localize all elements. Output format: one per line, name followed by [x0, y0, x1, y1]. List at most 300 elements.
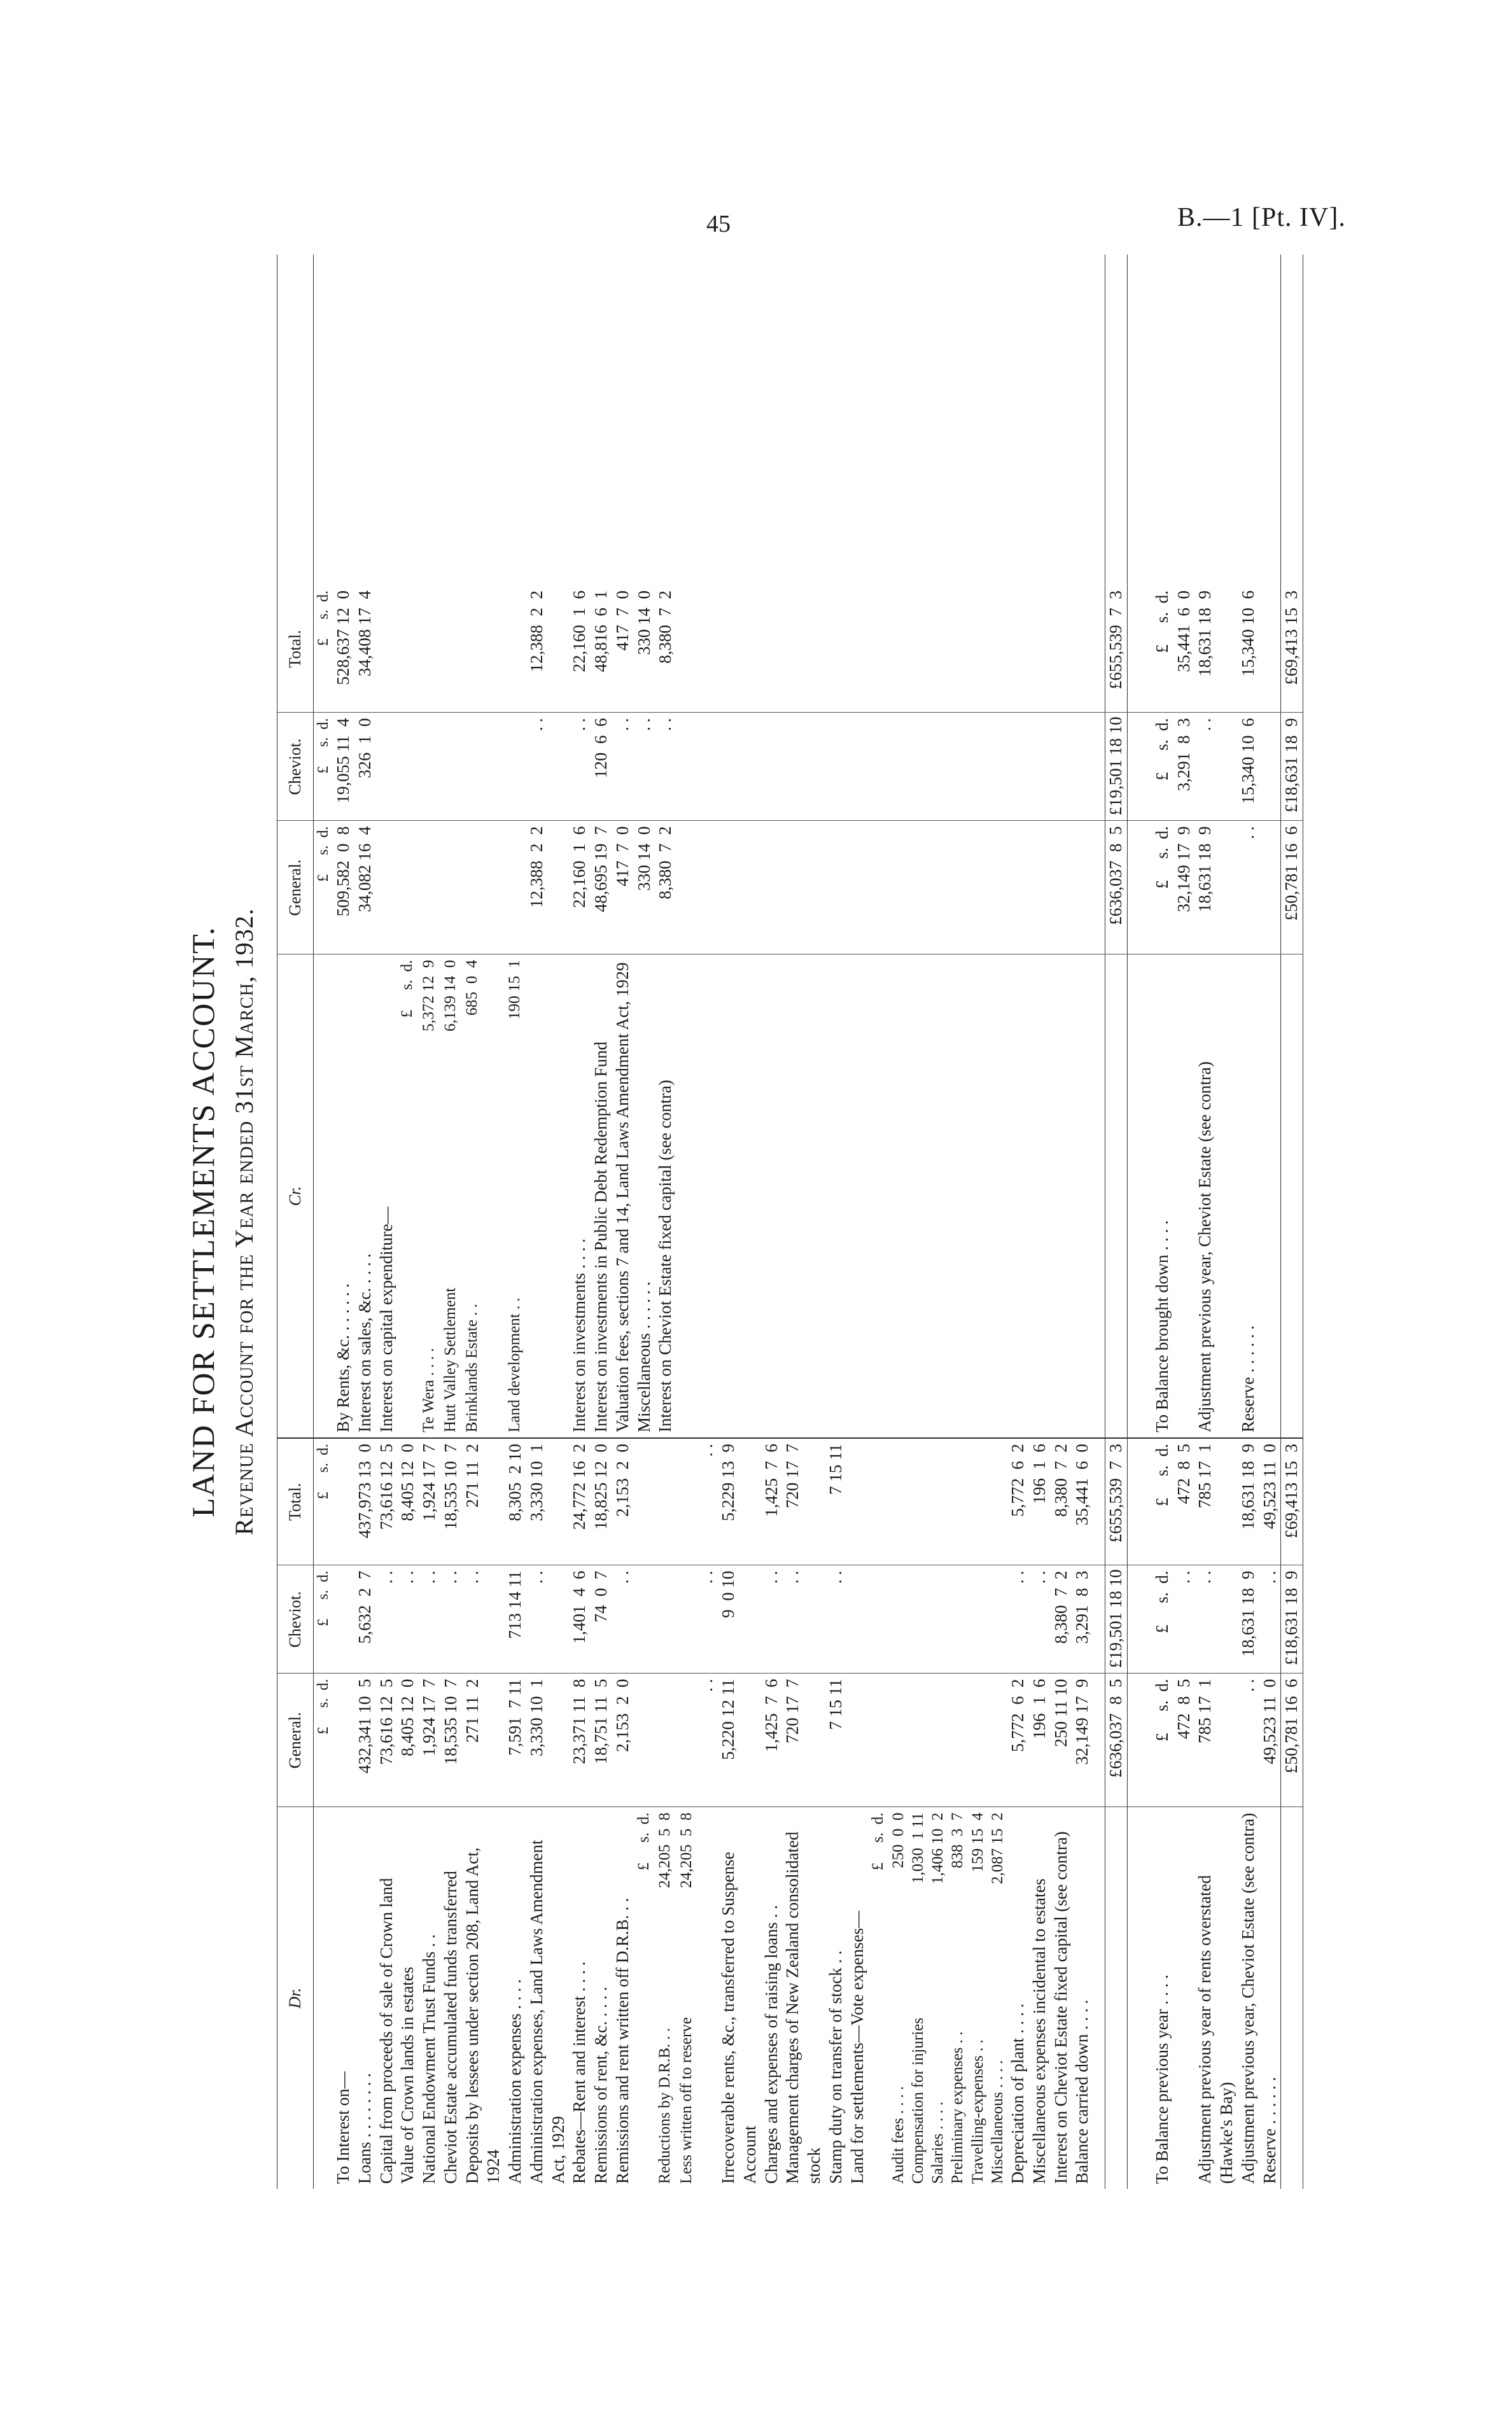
- empty-cell: [655, 1674, 676, 1807]
- empty-cell: [1259, 821, 1281, 954]
- spacer-cell: [612, 255, 634, 585]
- total-amount: 785 17 1: [1194, 1438, 1238, 1565]
- total-label: [1105, 1807, 1128, 2189]
- spacer-cell: [1281, 255, 1303, 585]
- general-amount: 5,220 12 11: [718, 1674, 761, 1807]
- general-amount: 32,149 17 9: [1072, 1674, 1093, 1807]
- sub-item-amount: 1,030 1 11: [909, 1812, 927, 1884]
- total-row: [1281, 255, 1303, 2189]
- header-cheviot-cr: Cheviot.: [277, 713, 314, 821]
- ledger-row: [1259, 255, 1281, 2189]
- empty-cell: [847, 821, 869, 954]
- cheviot-amount: 3,291 8 3: [1072, 1565, 1093, 1674]
- general-amount: £ s. d. 472 8 5: [1152, 1674, 1195, 1807]
- spacer-row: [1093, 255, 1105, 2189]
- empty-cell: [888, 1674, 908, 1807]
- ledger-row: [419, 255, 440, 2189]
- cheviot-total: £19,501 18 10: [1105, 713, 1128, 821]
- empty-cell: [948, 821, 967, 954]
- general-amount: 1,425 7 6: [761, 1674, 783, 1807]
- empty-cell: [1051, 713, 1072, 821]
- cheviot-amount: 15,340 10 6: [1238, 713, 1259, 821]
- empty-cell: [928, 713, 948, 821]
- ledger-row: [868, 255, 888, 2189]
- line-label: Land for settlements—Vote expenses—: [847, 1910, 867, 2184]
- general-amount: [376, 821, 398, 954]
- empty-cell: [1127, 1807, 1152, 2189]
- cheviot-amount: . .: [1029, 1565, 1051, 1674]
- spacer-cell: [591, 255, 612, 585]
- empty-cell: [782, 585, 825, 713]
- cheviot-amount: 713 14 11: [505, 1565, 526, 1674]
- sub-item-amount: 838 3 7: [949, 1812, 967, 1868]
- ledger-row: [928, 255, 948, 2189]
- empty-cell: [908, 1674, 928, 1807]
- total-amount: £ s. d. 472 8 5: [1152, 1438, 1195, 1565]
- line-label: Balance carried down . . . .: [1072, 1999, 1092, 2184]
- ledger-row: [634, 255, 655, 2189]
- empty-cell: [782, 713, 825, 821]
- ledger-row: [676, 255, 696, 2189]
- empty-cell: [988, 713, 1007, 821]
- sub-item-amount: 6,139 14 0: [441, 960, 459, 1031]
- total-amount: 7 15 11: [825, 1438, 847, 1565]
- cheviot-amount: [376, 713, 398, 821]
- general-amount: 271 11 2: [462, 1674, 505, 1807]
- spacer-cell: [1105, 255, 1128, 585]
- ledger-row: [825, 255, 847, 2189]
- general-amount: 720 17 7: [782, 1674, 825, 1807]
- empty-cell: [1127, 585, 1152, 713]
- ledger-row: [1029, 255, 1051, 2189]
- line-label: To Balance previous year . . . .: [1152, 1974, 1172, 2184]
- empty-cell: [847, 713, 869, 821]
- cheviot-amount: . .: [1194, 1565, 1238, 1674]
- general-amount: 785 17 1: [1194, 1674, 1238, 1807]
- header-cr: Cr.: [277, 954, 314, 1438]
- cheviot-amount: . .: [612, 1565, 634, 1674]
- sub-item-amount: £ s. d.: [398, 960, 416, 1018]
- empty-cell: [1093, 954, 1105, 1438]
- cheviot-amount: [333, 1565, 354, 1674]
- spacer-cell: [354, 255, 376, 585]
- line-label: Remissions of rent, &c. . . . .: [591, 1987, 610, 2184]
- cheviot-total: £18,631 18 9: [1281, 1565, 1303, 1674]
- line-label: Administration expenses, Land Laws Amendment Act, 1929: [526, 1840, 568, 2184]
- empty-cell: [968, 713, 988, 821]
- empty-cell: [888, 1565, 908, 1674]
- spacer-cell: [634, 255, 655, 585]
- line-label: Rebates—Rent and interest . . . .: [570, 1961, 589, 2184]
- empty-cell: [968, 1438, 988, 1565]
- cheviot-amount: 120 6 6: [591, 713, 612, 821]
- cheviot-amount: £ s. d. 3,291 8 3: [1152, 713, 1195, 821]
- lsd-label: £ s. d.: [314, 1438, 333, 1565]
- empty-cell: [908, 954, 928, 1438]
- total-amount: 18,631 18 9: [1238, 1438, 1259, 1565]
- lsd-row: [314, 255, 333, 2189]
- total-amount: 1,425 7 6: [761, 1438, 783, 1565]
- sub-item: [440, 954, 462, 1438]
- general-amount: 18,631 18 9: [1194, 821, 1238, 954]
- spacer-cell: [928, 255, 948, 585]
- general-amount: 509,582 0 8: [333, 821, 354, 954]
- total-row: [1105, 255, 1128, 2189]
- empty-cell: [1127, 1565, 1152, 1674]
- empty-cell: [968, 821, 988, 954]
- ledger-row: [1007, 255, 1029, 2189]
- empty-cell: [655, 1438, 676, 1565]
- empty-cell: [676, 1565, 696, 1674]
- cheviot-amount: . .: [376, 1565, 398, 1674]
- sub-item: [948, 1807, 967, 2189]
- empty-cell: [888, 713, 908, 821]
- lsd-label: £ s. d.: [314, 821, 333, 954]
- empty-cell: [948, 1438, 967, 1565]
- total-amount: 35,441 6 0: [1072, 1438, 1093, 1565]
- general-total: £636,037 8 5: [1105, 821, 1128, 954]
- cheviot-amount: . .: [1259, 1565, 1281, 1674]
- total-amount: 720 17 7: [782, 1438, 825, 1565]
- sub-item: [655, 1807, 676, 2189]
- grand-total: £69,413 15 3: [1281, 585, 1303, 713]
- general-amount: 8,380 7 2: [655, 821, 676, 954]
- spacer-cell: [505, 255, 526, 585]
- total-amount: 22,160 1 6: [569, 585, 591, 713]
- general-amount: 8,405 12 0: [397, 1674, 419, 1807]
- subtotal-label: [696, 1807, 718, 2189]
- empty-cell: [1093, 713, 1105, 821]
- sub-column-header: [634, 1807, 655, 2189]
- sub-item-label: Salaries . . . .: [929, 2101, 946, 2184]
- line-label: By Rents, &c. . . . . . .: [333, 954, 354, 1438]
- empty-cell: [968, 585, 988, 713]
- spacer-cell: [1072, 255, 1093, 585]
- general-amount: 432,341 10 5: [354, 1674, 376, 1807]
- empty-cell: [825, 954, 847, 1438]
- spacer-cell: [1194, 255, 1238, 585]
- total-amount: 34,408 17 4: [354, 585, 376, 713]
- sub-item-amount: 250 0 0: [889, 1812, 907, 1868]
- empty-cell: [440, 821, 462, 954]
- line-label: Deposits by lessees under section 208, Land Act, 1924: [462, 1847, 503, 2184]
- empty-cell: [761, 954, 783, 1438]
- cheviot-amount: [847, 1565, 869, 1674]
- general-amount: 1,924 17 7: [419, 1674, 440, 1807]
- empty-cell: [825, 713, 847, 821]
- ledger-row: [782, 255, 825, 2189]
- empty-cell: [1259, 585, 1281, 713]
- spacer-cell: [761, 255, 783, 585]
- sub-column-header: [397, 954, 419, 1438]
- sub-item: [988, 1807, 1007, 2189]
- empty-cell: [440, 585, 462, 713]
- sub-item-label: Audit fees . . . .: [889, 2086, 907, 2184]
- empty-cell: [462, 821, 505, 954]
- empty-cell: [696, 585, 718, 713]
- empty-cell: [888, 585, 908, 713]
- line-label: Miscellaneous expenses incidental to estates: [1029, 1878, 1049, 2184]
- empty-cell: [1093, 821, 1105, 954]
- empty-cell: [462, 713, 505, 821]
- line-label: Depreciation of plant . . . .: [1008, 2003, 1027, 2184]
- empty-cell: [928, 1565, 948, 1674]
- general-amount: 73,616 12 5: [376, 1674, 398, 1807]
- sub-item-amount: 1,406 10 2: [929, 1812, 946, 1884]
- empty-cell: [676, 713, 696, 821]
- line-label: Interest on Cheviot Estate fixed capital (see contra): [655, 954, 676, 1438]
- general-amount: 7,591 7 11: [505, 1674, 526, 1807]
- empty-cell: [1029, 954, 1051, 1438]
- cheviot-amount: 326 1 0: [354, 713, 376, 821]
- empty-cell: [1259, 954, 1281, 1438]
- empty-cell: [888, 821, 908, 954]
- empty-cell: [505, 821, 526, 954]
- empty-cell: [1093, 1565, 1105, 1674]
- empty-cell: [1051, 821, 1072, 954]
- empty-cell: [847, 954, 869, 1438]
- empty-cell: [1093, 585, 1105, 713]
- sub-item: [462, 954, 505, 1438]
- sub-item-amount: 190 15 1: [506, 960, 523, 1020]
- empty-cell: [397, 713, 419, 821]
- sub-item: [676, 1807, 696, 2189]
- empty-cell: [908, 1565, 928, 1674]
- empty-cell: [868, 713, 888, 821]
- spacer-cell: [948, 255, 967, 585]
- line-label: Adjustment previous year of rents overstated (Hawke's Bay): [1195, 1875, 1236, 2184]
- empty-cell: [825, 585, 847, 713]
- empty-cell: [1072, 954, 1093, 1438]
- empty-cell: [419, 821, 440, 954]
- total-amount: 15,340 10 6: [1238, 585, 1259, 713]
- header-total-cr: Total.: [277, 585, 314, 713]
- empty-cell: [847, 585, 869, 713]
- total-amount: 48,816 6 1: [591, 585, 612, 713]
- general-amount: . .: [696, 1674, 718, 1807]
- empty-cell: [1072, 821, 1093, 954]
- cheviot-amount: 19,055 11 4: [333, 713, 354, 821]
- spacer-cell: [1238, 255, 1259, 585]
- ledger-row: [847, 255, 869, 2189]
- total-amount: 18,535 10 7: [440, 1438, 462, 1565]
- cheviot-amount: . .: [526, 1565, 570, 1674]
- revenue-account-table: [277, 255, 1303, 2189]
- total-amount: . .: [696, 1438, 718, 1565]
- empty-cell: [676, 1438, 696, 1565]
- general-amount: 2,153 2 0: [612, 1674, 634, 1807]
- empty-cell: [928, 954, 948, 1438]
- line-label: Management charges of New Zealand consolidated stock: [783, 1831, 823, 2184]
- general-amount: 5,772 6 2: [1007, 1674, 1029, 1807]
- sub-item-label: Preliminary expenses . .: [949, 2031, 967, 2184]
- cheviot-amount: £ s. d. . .: [1152, 1565, 1195, 1674]
- cheviot-amount: . .: [1194, 713, 1238, 821]
- header-dr: Dr.: [277, 1807, 314, 2189]
- cheviot-amount: . .: [462, 1565, 505, 1674]
- empty-cell: [908, 585, 928, 713]
- empty-cell: [868, 1674, 888, 1807]
- grand-total: £655,539 7 3: [1105, 1438, 1128, 1565]
- empty-cell: [928, 821, 948, 954]
- empty-cell: [634, 1438, 655, 1565]
- document-subtitle: Revenue Account for the Year ended 31st March, 1932.: [230, 908, 258, 1535]
- sub-item-amount: £ s. d.: [634, 1812, 652, 1871]
- total-amount: [333, 1438, 354, 1565]
- total-amount: 330 14 0: [634, 585, 655, 713]
- lsd-label: £ s. d.: [314, 585, 333, 713]
- sub-item-amount: 685 0 4: [463, 960, 480, 1016]
- ledger-row: [1051, 255, 1072, 2189]
- empty-cell: [1127, 1438, 1152, 1565]
- cheviot-amount: . .: [440, 1565, 462, 1674]
- empty-cell: [1029, 713, 1051, 821]
- spacer-cell: [569, 255, 591, 585]
- empty-cell: [908, 1438, 928, 1565]
- sub-item-label: Reductions by D.R.B. . .: [656, 2027, 674, 2184]
- total-amount: 8,380 7 2: [655, 585, 676, 713]
- ledger-row: [354, 255, 376, 2189]
- spacer-cell: [868, 255, 888, 585]
- cheviot-total: £19,501 18 10: [1105, 1565, 1128, 1674]
- empty-cell: [868, 1438, 888, 1565]
- empty-cell: [634, 1565, 655, 1674]
- empty-cell: [655, 1565, 676, 1674]
- empty-cell: [718, 954, 761, 1438]
- sub-item-label: Hutt Valley Settlement: [441, 1287, 459, 1432]
- empty-cell: [782, 821, 825, 954]
- empty-cell: [988, 954, 1007, 1438]
- total-amount: £ s. d. 35,441 6 0: [1152, 585, 1195, 713]
- header-cheviot-dr: Cheviot.: [277, 1565, 314, 1674]
- sub-item-label: Land development . .: [506, 1297, 523, 1432]
- empty-cell: [696, 821, 718, 954]
- spacer-cell: [782, 255, 825, 585]
- empty-cell: [1093, 1807, 1105, 2189]
- total-label: [1281, 954, 1303, 1438]
- empty-cell: [968, 1565, 988, 1674]
- ledger-row: [397, 255, 419, 2189]
- total-amount: 12,388 2 2: [526, 585, 570, 713]
- spacer-cell: [968, 255, 988, 585]
- empty-cell: [1007, 821, 1029, 954]
- spacer-cell: [676, 255, 696, 585]
- empty-cell: [948, 713, 967, 821]
- sub-item: [419, 954, 440, 1438]
- empty-cell: [948, 1674, 967, 1807]
- ledger-row: [888, 255, 908, 2189]
- ledger-row: [948, 255, 967, 2189]
- cheviot-amount: 5,632 2 7: [354, 1565, 376, 1674]
- empty-cell: [1127, 255, 1152, 585]
- general-amount: 12,388 2 2: [526, 821, 570, 954]
- ledger-row: [612, 255, 634, 2189]
- spacer-cell: [988, 255, 1007, 585]
- cheviot-amount: . .: [526, 713, 570, 821]
- empty-cell: [948, 954, 967, 1438]
- sub-item: [505, 954, 526, 1438]
- general-amount: 18,751 11 5: [591, 1674, 612, 1807]
- cheviot-amount: . .: [569, 713, 591, 821]
- spacer-cell: [888, 255, 908, 585]
- line-label: Adjustment previous year, Cheviot Estate (see contra): [1194, 954, 1238, 1438]
- total-amount: 8,305 2 10: [505, 1438, 526, 1565]
- empty-cell: [696, 954, 718, 1438]
- empty-cell: [908, 821, 928, 954]
- cheviot-amount: . .: [612, 713, 634, 821]
- empty-cell: [718, 713, 761, 821]
- sub-item-label: Brinklands Estate . .: [463, 1303, 480, 1432]
- general-amount: 49,523 11 0: [1259, 1674, 1281, 1807]
- empty-cell: [1029, 585, 1051, 713]
- empty-cell: [1051, 954, 1072, 1438]
- line-label: Stamp duty on transfer of stock . .: [825, 1950, 845, 2184]
- spacer-cell: [526, 255, 570, 585]
- grand-total: £655,539 7 3: [1105, 585, 1128, 713]
- ledger-row: [908, 255, 928, 2189]
- empty-cell: [988, 1565, 1007, 1674]
- line-label: Charges and expenses of raising loans . .: [761, 1904, 781, 2184]
- empty-cell: [634, 1674, 655, 1807]
- total-amount: 437,973 13 0: [354, 1438, 376, 1565]
- empty-cell: [1007, 954, 1029, 1438]
- header-total-dr: Total.: [277, 1438, 314, 1565]
- general-amount: 34,082 16 4: [354, 821, 376, 954]
- cheviot-total: £18,631 18 9: [1281, 713, 1303, 821]
- empty-cell: [988, 585, 1007, 713]
- ledger-body: [333, 255, 1303, 2189]
- sub-item-amount: 24,205 5 8: [656, 1812, 674, 1889]
- empty-cell: [696, 713, 718, 821]
- cheviot-amount: . .: [655, 713, 676, 821]
- spacer-cell: [696, 255, 718, 585]
- cheviot-amount: . .: [761, 1565, 783, 1674]
- empty-cell: [419, 585, 440, 713]
- total-amount: [376, 585, 398, 713]
- line-label: Adjustment previous year, Cheviot Estate (see contra): [1238, 1813, 1257, 2184]
- lsd-label: £ s. d.: [314, 1674, 333, 1807]
- empty-cell: [718, 821, 761, 954]
- total-amount: 417 7 0: [612, 585, 634, 713]
- line-label: Interest on investments . . . .: [569, 954, 591, 1438]
- sub-item-label: Travelling-expenses . .: [969, 2039, 986, 2184]
- ledger-row: [761, 255, 783, 2189]
- ledger-row: [988, 255, 1007, 2189]
- total-amount: 18,825 12 0: [591, 1438, 612, 1565]
- empty-cell: [1072, 585, 1093, 713]
- total-amount: 196 1 6: [1029, 1438, 1051, 1565]
- spacer-cell: [1007, 255, 1029, 585]
- empty-cell: [1007, 713, 1029, 821]
- cheviot-amount: . .: [634, 713, 655, 821]
- page-number: 45: [706, 211, 731, 237]
- line-label: Miscellaneous . . . . . .: [634, 954, 655, 1438]
- ledger-row: [718, 255, 761, 2189]
- ledger-row: [1194, 255, 1238, 2189]
- empty-cell: [928, 1674, 948, 1807]
- ledger-row: [569, 255, 591, 2189]
- total-amount: 24,772 16 2: [569, 1438, 591, 1565]
- total-amount: 3,330 10 1: [526, 1438, 570, 1565]
- spacer-cell: [655, 255, 676, 585]
- line-label: Loans . . . . . . . .: [354, 2073, 374, 2184]
- line-label: Interest on investments in Public Debt Redemption Fund: [591, 954, 612, 1438]
- empty-cell: [868, 1565, 888, 1674]
- empty-cell: [1127, 1674, 1152, 1807]
- ledger-row: [696, 255, 718, 2189]
- spacer-cell: [718, 255, 761, 585]
- empty-cell: [825, 821, 847, 954]
